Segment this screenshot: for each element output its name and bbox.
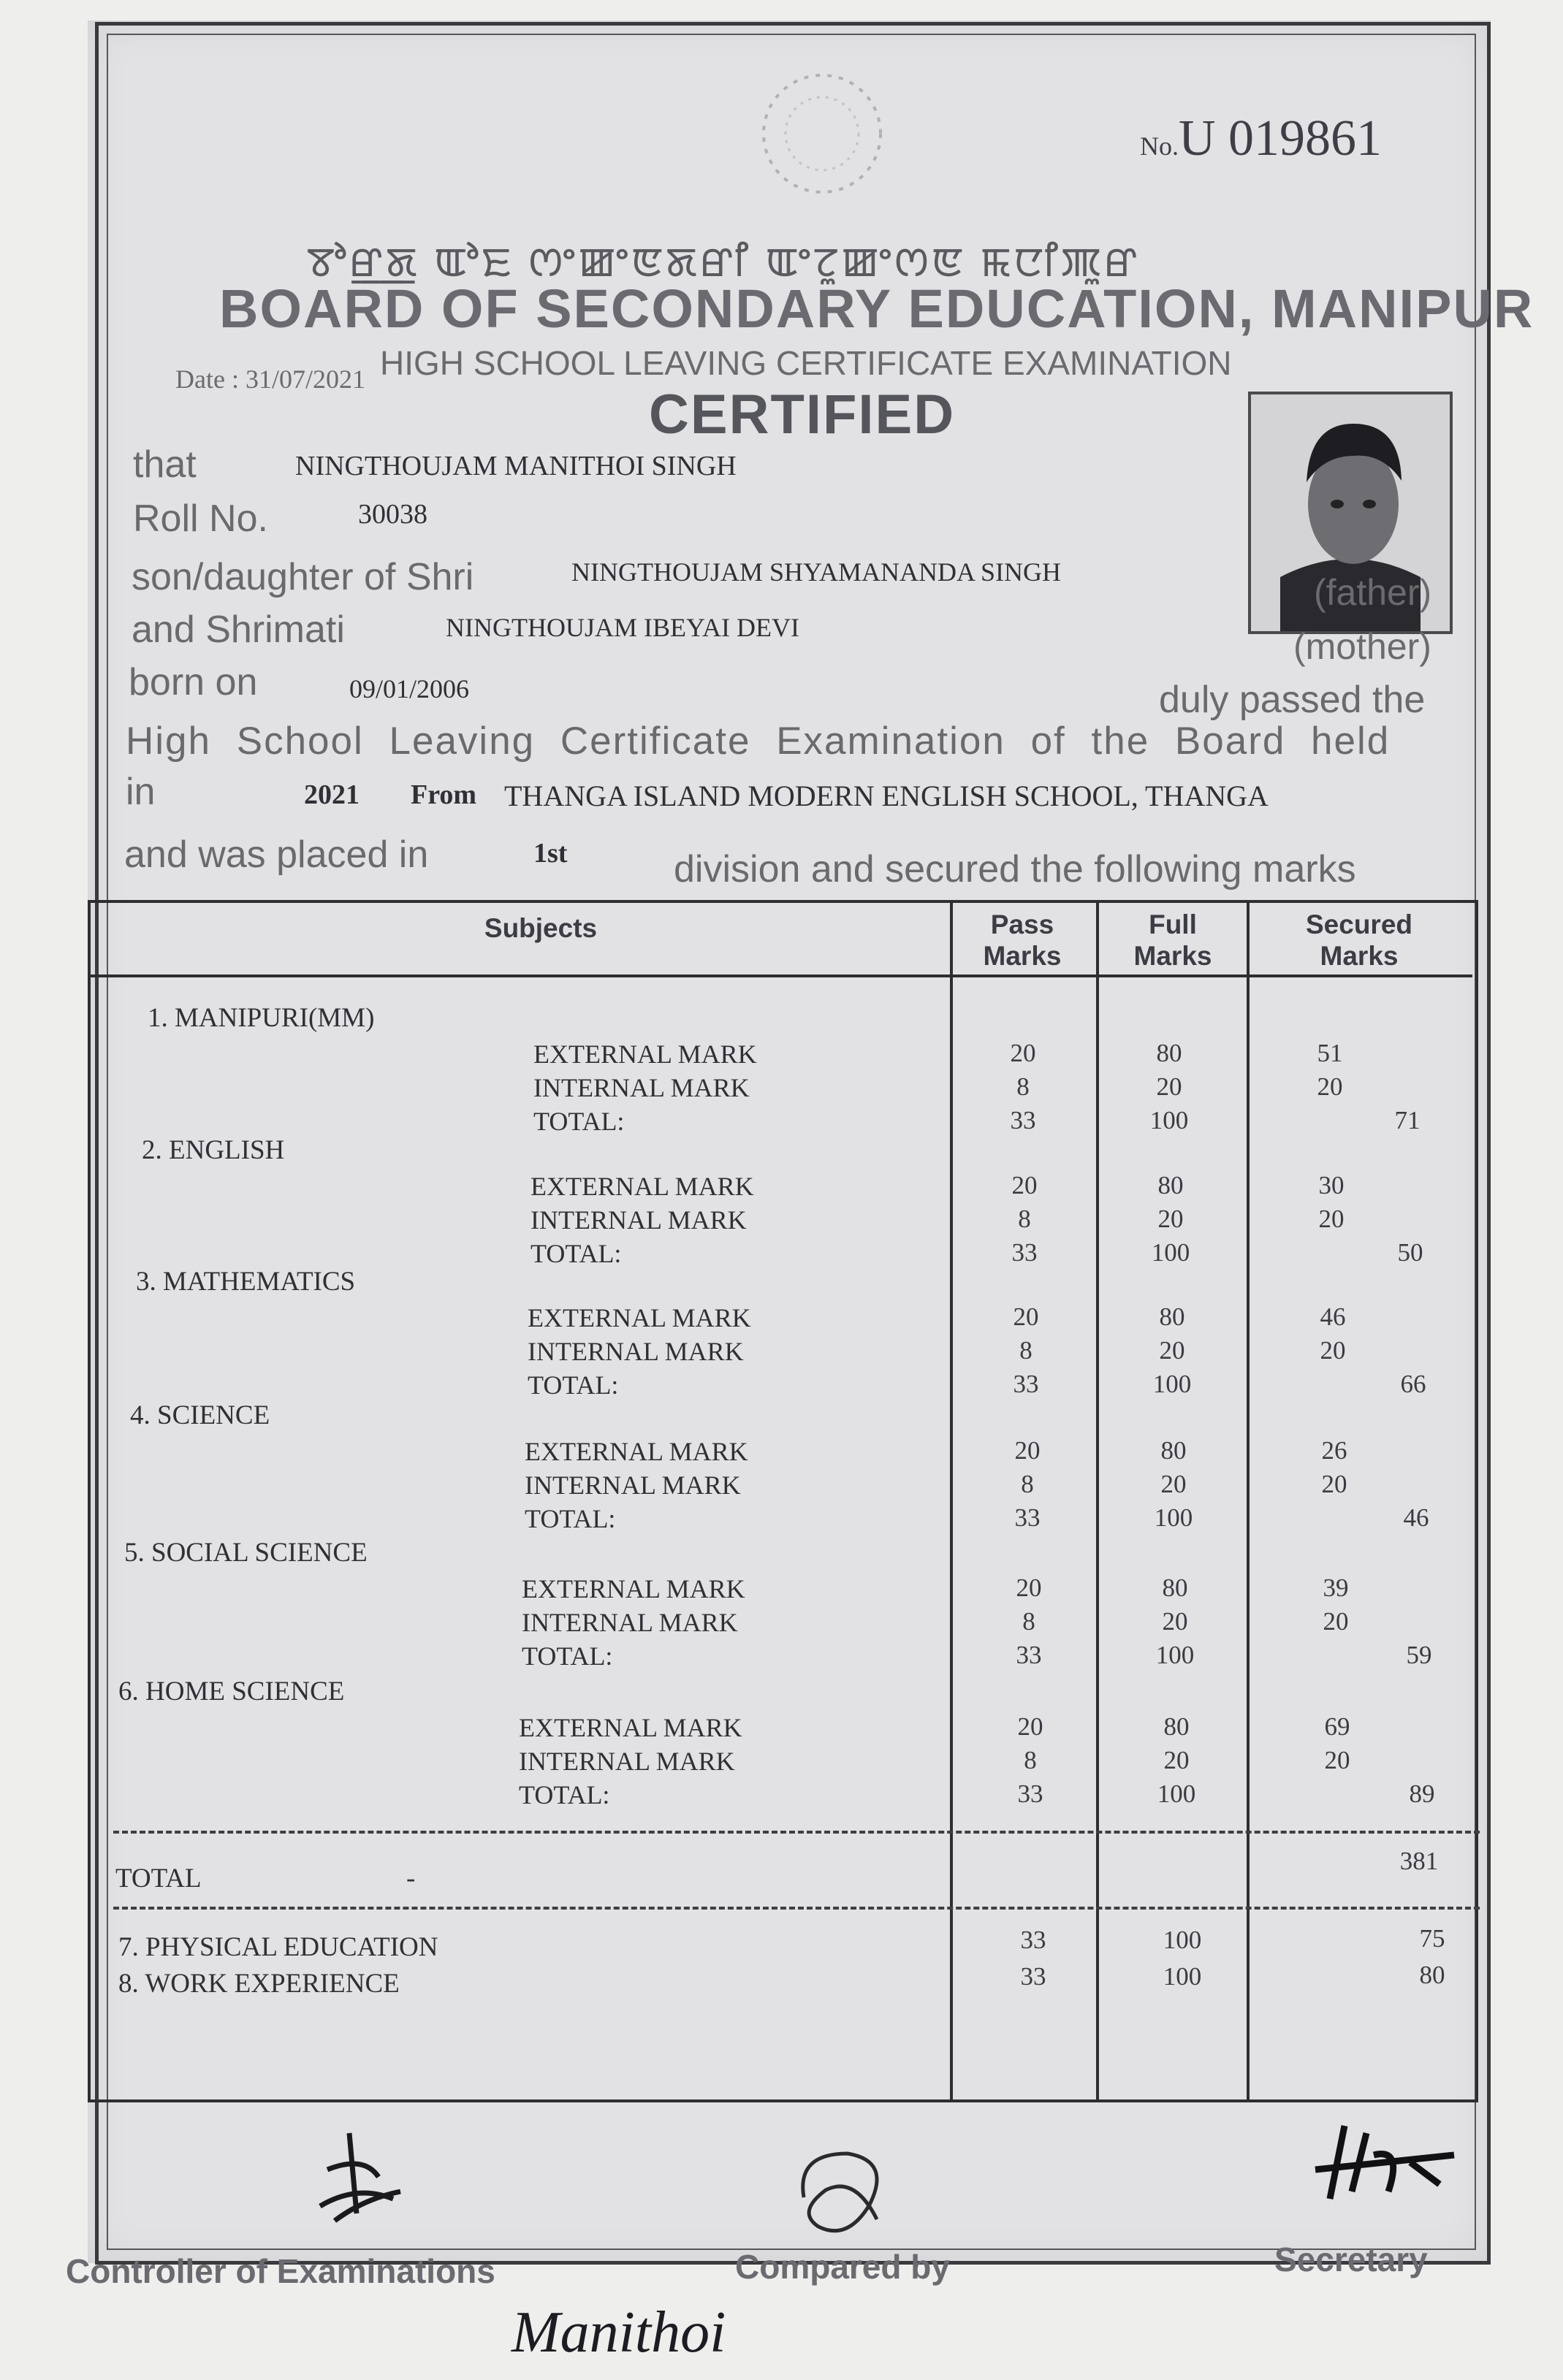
that-label: that	[133, 443, 197, 486]
pass-mark: 33	[1011, 1238, 1038, 1267]
grand-total-value: 381	[1399, 1847, 1439, 1875]
col-divider-pass	[950, 900, 953, 2099]
pass-mark: 8	[1016, 1072, 1030, 1101]
pass-mark: 20	[1013, 1302, 1039, 1331]
mark-type-label: INTERNAL MARK	[519, 1747, 735, 1776]
mark-type-label: INTERNAL MARK	[525, 1471, 741, 1500]
secured-mark: 20	[1318, 1205, 1345, 1233]
secured-mark: 20	[1320, 1336, 1346, 1365]
mark-type-label: TOTAL:	[528, 1370, 619, 1400]
compared-by-label: Compared by	[735, 2248, 950, 2286]
mark-type-label: EXTERNAL MARK	[528, 1303, 751, 1332]
secured-mark: 20	[1323, 1607, 1349, 1636]
header-full-marks: Full Marks	[1133, 909, 1212, 971]
pass-mark: 8	[1022, 1607, 1035, 1636]
photo-caption-mother: (mother)	[1293, 626, 1431, 667]
full-mark: 100	[1152, 1370, 1192, 1398]
subject-total: 59	[1406, 1641, 1432, 1669]
header-divider	[88, 974, 1472, 977]
subject-name: 6. HOME SCIENCE	[118, 1677, 345, 1706]
extra-subject-name: 7. PHYSICAL EDUCATION	[118, 1932, 438, 1962]
secretary-label: Secretary	[1274, 2240, 1428, 2278]
division: 1st	[533, 838, 568, 869]
secured-mark: 39	[1323, 1574, 1349, 1602]
mark-type-label: INTERNAL MARK	[528, 1337, 744, 1366]
pass-mark: 33	[1017, 1780, 1043, 1808]
father-name: NINGTHOUJAM SHYAMANANDA SINGH	[571, 557, 1062, 587]
full-mark: 100	[1163, 1926, 1202, 1954]
pass-mark: 8	[1024, 1746, 1037, 1774]
pass-mark: 20	[1011, 1171, 1038, 1199]
grand-total-dash: -	[406, 1864, 416, 1893]
full-mark: 100	[1155, 1641, 1195, 1669]
grand-total-label: TOTAL	[115, 1864, 202, 1893]
pass-mark: 33	[1014, 1503, 1041, 1532]
from-label: From	[411, 779, 477, 810]
full-mark: 100	[1149, 1106, 1189, 1134]
mark-type-label: INTERNAL MARK	[522, 1608, 738, 1637]
exam-line: High School Leaving Certificate Examination of the Board held	[126, 720, 1391, 763]
full-mark: 20	[1156, 1072, 1182, 1101]
secured-mark: 20	[1321, 1470, 1347, 1498]
placed-label: and was placed in	[124, 834, 429, 876]
school-name: THANGA ISLAND MODERN ENGLISH SCHOOL, THANGA	[504, 779, 1269, 812]
in-label: in	[126, 771, 156, 813]
pass-mark: 33	[1016, 1641, 1042, 1669]
mother-name: NINGTHOUJAM IBEYAI DEVI	[446, 613, 799, 642]
pass-mark: 33	[1020, 1926, 1046, 1954]
mark-type-label: INTERNAL MARK	[530, 1205, 747, 1235]
secured-mark: 20	[1324, 1746, 1350, 1774]
full-mark: 80	[1163, 1712, 1190, 1741]
board-emblem	[753, 64, 891, 203]
handwritten-signature: Manithoi	[512, 2300, 726, 2365]
photo-caption-father: (father)	[1314, 572, 1432, 613]
total-divider-bottom	[113, 1907, 1480, 1910]
mark-type-label: TOTAL:	[525, 1504, 616, 1533]
pass-mark: 33	[1013, 1370, 1039, 1398]
secured-mark: 80	[1419, 1961, 1445, 1989]
board-name: BOARD OF SECONDARY EDUCATION, MANIPUR	[219, 278, 1535, 339]
subject-name: 1. MANIPURI(MM)	[148, 1003, 375, 1033]
col-divider-secured	[1247, 900, 1250, 2099]
mother-label: and Shrimati	[132, 609, 345, 651]
certificate-number: No.U 019861	[1140, 110, 1383, 167]
pass-mark: 20	[1010, 1039, 1036, 1067]
pass-mark: 20	[1017, 1712, 1043, 1741]
full-mark: 20	[1159, 1336, 1185, 1365]
candidate-name: NINGTHOUJAM MANITHOI SINGH	[295, 451, 737, 481]
mark-type-label: TOTAL:	[519, 1780, 610, 1809]
secured-mark: 51	[1317, 1039, 1343, 1067]
mark-type-label: EXTERNAL MARK	[530, 1172, 754, 1201]
marks-table	[88, 900, 1478, 2102]
pass-mark: 20	[1016, 1574, 1042, 1602]
pass-mark: 33	[1010, 1106, 1036, 1134]
secured-mark: 46	[1320, 1302, 1346, 1331]
mark-type-label: TOTAL:	[522, 1641, 613, 1671]
full-mark: 20	[1157, 1205, 1184, 1233]
secured-mark: 26	[1321, 1436, 1347, 1465]
born-label: born on	[129, 661, 258, 703]
secretary-signature	[1301, 2118, 1461, 2213]
subject-name: 4. SCIENCE	[130, 1400, 270, 1430]
secured-mark: 75	[1419, 1924, 1445, 1953]
compared-by-signature	[775, 2139, 906, 2256]
subject-total: 50	[1397, 1238, 1423, 1267]
roll-label: Roll No.	[133, 497, 268, 540]
full-mark: 80	[1162, 1574, 1188, 1602]
full-mark: 80	[1157, 1171, 1184, 1199]
father-label: son/daughter of Shri	[132, 556, 474, 598]
mark-type-label: TOTAL:	[530, 1239, 622, 1268]
secured-mark: 69	[1324, 1712, 1350, 1741]
secured-mark: 20	[1317, 1072, 1343, 1101]
subject-name: 3. MATHEMATICS	[136, 1267, 356, 1297]
subject-total: 66	[1400, 1370, 1426, 1398]
extra-subject-name: 8. WORK EXPERIENCE	[118, 1969, 400, 1999]
full-mark: 100	[1151, 1238, 1190, 1267]
total-divider-top	[113, 1831, 1480, 1834]
header-pass-marks: Pass Marks	[983, 909, 1062, 971]
pass-mark: 8	[1018, 1205, 1031, 1233]
full-mark: 80	[1160, 1436, 1187, 1465]
full-mark: 100	[1157, 1780, 1196, 1808]
board-name-meitei: ꯕꯣꯔ꯭ꯗ ꯑꯣꯐ ꯁꯦꯀꯦꯟꯗꯔꯤ ꯑꯦꯖꯨꯀꯦꯁꯟ ꯃꯅꯤꯄꯨꯔ	[307, 239, 1141, 285]
pass-mark: 33	[1020, 1962, 1046, 1991]
full-mark: 100	[1154, 1503, 1193, 1532]
full-mark: 20	[1162, 1607, 1188, 1636]
exam-name: HIGH SCHOOL LEAVING CERTIFICATE EXAMINATION	[380, 344, 1232, 382]
full-mark: 80	[1159, 1302, 1185, 1331]
exam-year: 2021	[304, 779, 360, 810]
subject-total: 46	[1403, 1503, 1429, 1532]
division-text: division and secured the following marks	[674, 848, 1356, 890]
col-divider-full	[1096, 900, 1099, 2099]
subject-name: 5. SOCIAL SCIENCE	[124, 1538, 368, 1568]
full-mark: 20	[1160, 1470, 1187, 1498]
mark-type-label: EXTERNAL MARK	[525, 1437, 748, 1466]
mark-type-label: EXTERNAL MARK	[522, 1574, 745, 1603]
subject-total: 89	[1409, 1780, 1435, 1808]
pass-mark: 8	[1021, 1470, 1034, 1498]
passed-text: duly passed the	[1159, 679, 1426, 721]
roll-number: 30038	[358, 499, 427, 530]
subject-name: 2. ENGLISH	[142, 1135, 285, 1165]
controller-label: Controller of Examinations	[66, 2252, 495, 2290]
controller-signature	[298, 2126, 422, 2235]
mark-type-label: EXTERNAL MARK	[533, 1040, 757, 1069]
subject-total: 71	[1394, 1106, 1421, 1134]
pass-mark: 8	[1019, 1336, 1033, 1365]
header-secured-marks: Secured Marks	[1305, 909, 1412, 971]
mark-type-label: EXTERNAL MARK	[519, 1713, 742, 1742]
header-subjects: Subjects	[484, 913, 598, 943]
issue-date: Date : 31/07/2021	[175, 365, 365, 394]
mark-type-label: INTERNAL MARK	[533, 1073, 750, 1102]
certified-heading: CERTIFIED	[649, 384, 956, 446]
date-of-birth: 09/01/2006	[349, 674, 470, 703]
full-mark: 80	[1156, 1039, 1182, 1067]
secured-mark: 30	[1318, 1171, 1345, 1199]
full-mark: 20	[1163, 1746, 1190, 1774]
full-mark: 100	[1163, 1962, 1202, 1991]
mark-type-label: TOTAL:	[533, 1107, 625, 1136]
pass-mark: 20	[1014, 1436, 1041, 1465]
